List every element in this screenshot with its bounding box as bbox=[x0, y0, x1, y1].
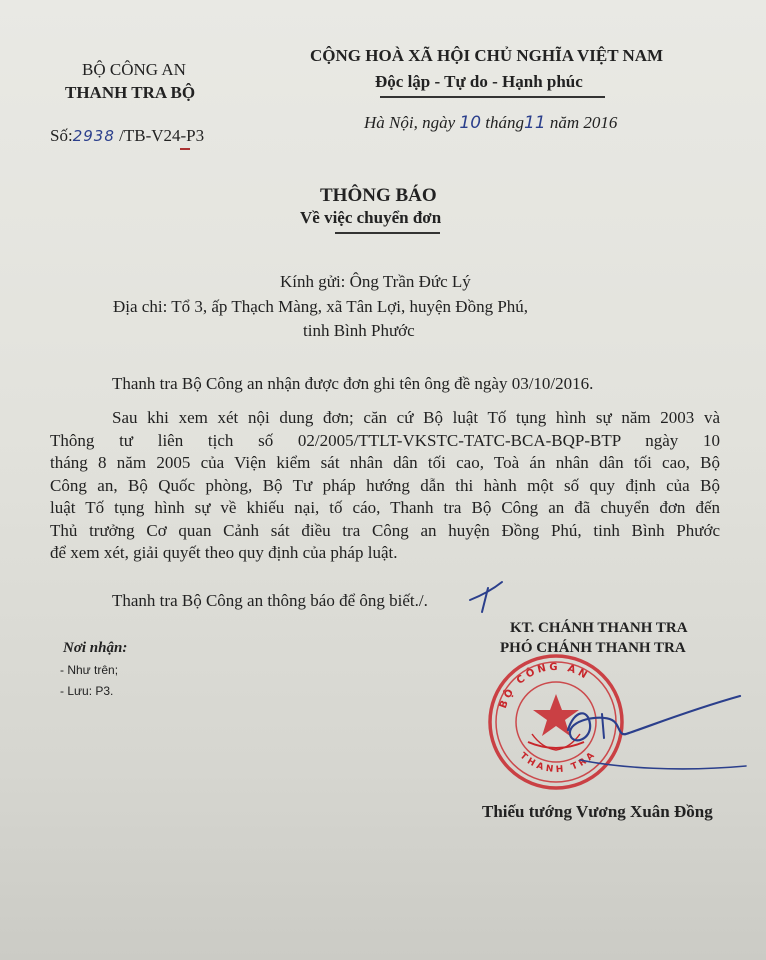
national-motto: Độc lập - Tự do - Hạnh phúc bbox=[375, 72, 583, 91]
place-date bbox=[364, 113, 617, 133]
body-line: luật Tố tụng hình sự về khiếu nại, tố cáo, Thanh tra Bộ Công an đã chuyển đơn đến bbox=[50, 498, 720, 517]
receivers-label: Nơi nhận: bbox=[63, 640, 128, 656]
doc-title: THÔNG BÁO bbox=[320, 185, 437, 206]
seal-bottom-text: THANH TRA bbox=[517, 748, 599, 776]
document-number bbox=[50, 126, 204, 146]
month-handwritten: 11 bbox=[524, 113, 546, 133]
day-handwritten: 10 bbox=[459, 113, 482, 133]
receivers-list bbox=[60, 660, 118, 702]
department-name: THANH TRA BỘ bbox=[65, 83, 196, 102]
receiver-item: - Như trên; bbox=[60, 663, 119, 677]
body-paragraph-2 bbox=[50, 407, 720, 565]
handwritten-tick-icon bbox=[466, 578, 506, 614]
doc-no-suffix: /TB-V24-P3 bbox=[119, 126, 205, 145]
body-line: tháng 8 năm 2005 của Viện kiểm sát nhân dân tối cao, Toà án nhân dân tối cao, Bộ bbox=[50, 453, 720, 472]
subtitle-underline bbox=[335, 232, 440, 234]
body-paragraph-3: Thanh tra Bộ Công an thông báo để ông biết./. bbox=[112, 591, 428, 610]
body-line: Thông tư liên tịch số 02/2005/TTLT-VKSTC-TATC-BCA-BQP-BTP ngày 10 bbox=[50, 430, 720, 450]
signature-title-1: KT. CHÁNH THANH TRA bbox=[510, 620, 688, 636]
body-line: Sau khi xem xét nội dung đơn; căn cứ Bộ luật Tố tụng hình sự năm 2003 và bbox=[112, 408, 720, 427]
body-paragraph-1: Thanh tra Bộ Công an nhận được đơn ghi tên ông đề ngày 03/10/2016. bbox=[112, 374, 594, 393]
recipient-address-line2: tinh Bình Phước bbox=[303, 321, 415, 340]
signature-title-2: PHÓ CHÁNH THANH TRA bbox=[500, 640, 686, 656]
signer-name: Thiếu tướng Vương Xuân Đồng bbox=[482, 802, 713, 821]
year-text: năm 2016 bbox=[549, 113, 618, 132]
doc-subtitle: Về việc chuyển đơn bbox=[300, 208, 442, 227]
recipient-greeting: Kính gửi: Ông Trần Đức Lý bbox=[280, 272, 471, 291]
doc-no-handwritten: 2938 bbox=[72, 127, 115, 145]
receiver-item: - Lưu: P3. bbox=[60, 684, 114, 698]
month-word: tháng bbox=[485, 113, 525, 132]
recipient-address-line1: Địa chi: Tổ 3, ấp Thạch Màng, xã Tân Lợi, huyện Đồng Phú, bbox=[113, 297, 529, 316]
ministry-name: BỘ CÔNG AN bbox=[82, 60, 186, 79]
doc-no-prefix: Số: bbox=[50, 126, 73, 145]
handwritten-signature-icon bbox=[560, 690, 750, 780]
red-dash-mark bbox=[180, 148, 190, 150]
seal-top-text: BỘ CÔNG AN bbox=[497, 661, 592, 711]
body-line: Thủ trưởng Cơ quan Cảnh sát điều tra Công an huyện Đồng Phú, tinh Bình Phước bbox=[50, 520, 720, 540]
body-line: Công an, Bộ Quốc phòng, Bộ Tư pháp hướng dẫn thi hành một số quy định của Bộ bbox=[50, 475, 720, 495]
motto-underline bbox=[380, 96, 605, 98]
body-line: để xem xét, giải quyết theo quy định của pháp luật. bbox=[50, 543, 398, 562]
national-title: CỘNG HOÀ XÃ HỘI CHỦ NGHĨA VIỆT NAM bbox=[310, 46, 664, 65]
place-prefix: Hà Nội, ngày bbox=[364, 113, 456, 132]
